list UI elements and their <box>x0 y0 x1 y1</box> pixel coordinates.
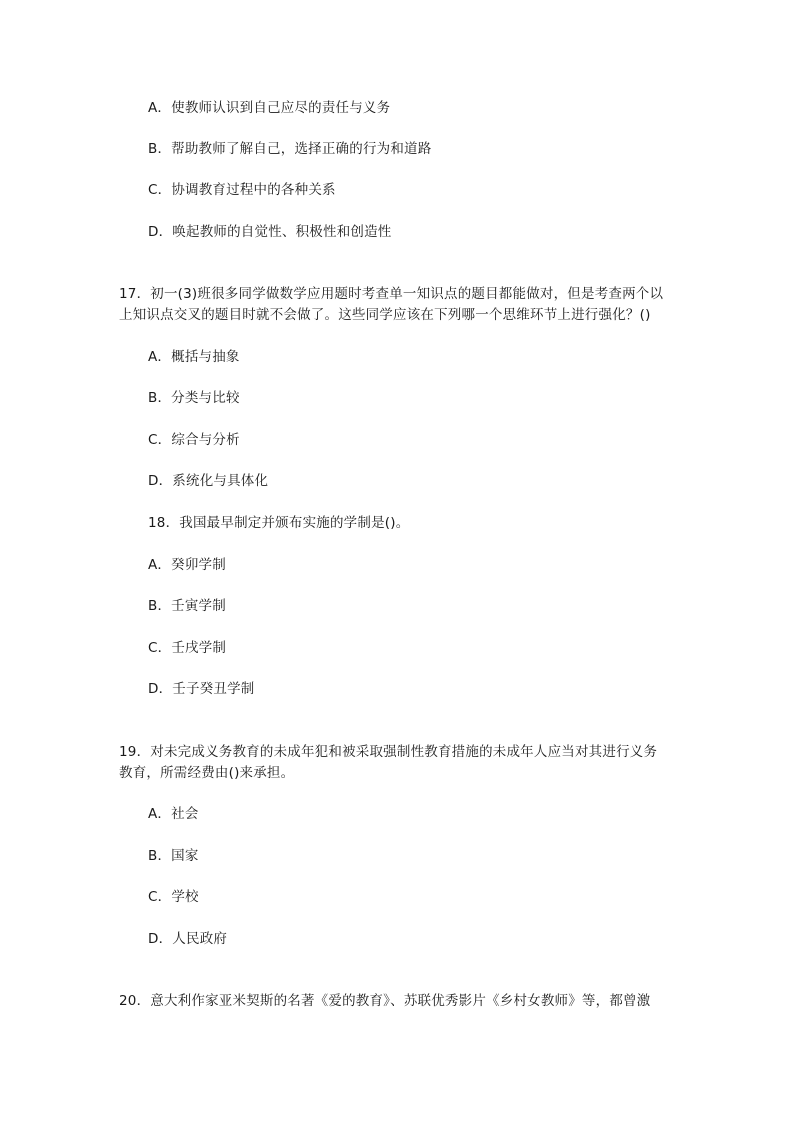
q17-option-c: C．综合与分析 <box>148 432 240 448</box>
q17-option-b: B．分类与比较 <box>148 390 240 406</box>
q18-option-a: A．癸卯学制 <box>148 557 226 573</box>
q17-stem-line1: 17．初一(3)班很多同学做数学应用题时考查单一知识点的题目都能做对，但是考查两个以 <box>119 286 664 302</box>
q16-option-a: A．使教师认识到自己应尽的责任与义务 <box>148 100 391 116</box>
q18-option-c: C．壬戌学制 <box>148 640 227 656</box>
q18-stem: 18．我国最早制定并颁布实施的学制是()。 <box>148 515 410 531</box>
q17-stem-line2: 上知识点交叉的题目时就不会做了。这些同学应该在下列哪一个思维环节上进行强化？() <box>119 307 651 323</box>
q17-option-d: D．系统化与具体化 <box>148 473 269 489</box>
q19-option-c: C．学校 <box>148 889 199 905</box>
q19-option-d: D．人民政府 <box>148 931 228 947</box>
q18-option-d: D．壬子癸丑学制 <box>148 681 255 697</box>
q18-option-b: B．壬寅学制 <box>148 598 226 614</box>
q17-option-a: A．概括与抽象 <box>148 349 240 365</box>
q16-option-c: C．协调教育过程中的各种关系 <box>148 182 336 198</box>
q20-stem-line1: 20．意大利作家亚米契斯的名著《爱的教育》、苏联优秀影片《乡村女教师》等，都曾激 <box>119 993 651 1009</box>
q19-option-b: B．国家 <box>148 848 199 864</box>
q19-option-a: A．社会 <box>148 806 199 822</box>
q19-stem-line2: 教育，所需经费由()来承担。 <box>119 765 295 781</box>
q16-option-b: B．帮助教师了解自己，选择正确的行为和道路 <box>148 141 432 157</box>
q19-stem-line1: 19．对未完成义务教育的未成年犯和被采取强制性教育措施的未成年人应当对其进行义务 <box>119 744 658 760</box>
q16-option-d: D．唤起教师的自觉性、积极性和创造性 <box>148 224 392 240</box>
